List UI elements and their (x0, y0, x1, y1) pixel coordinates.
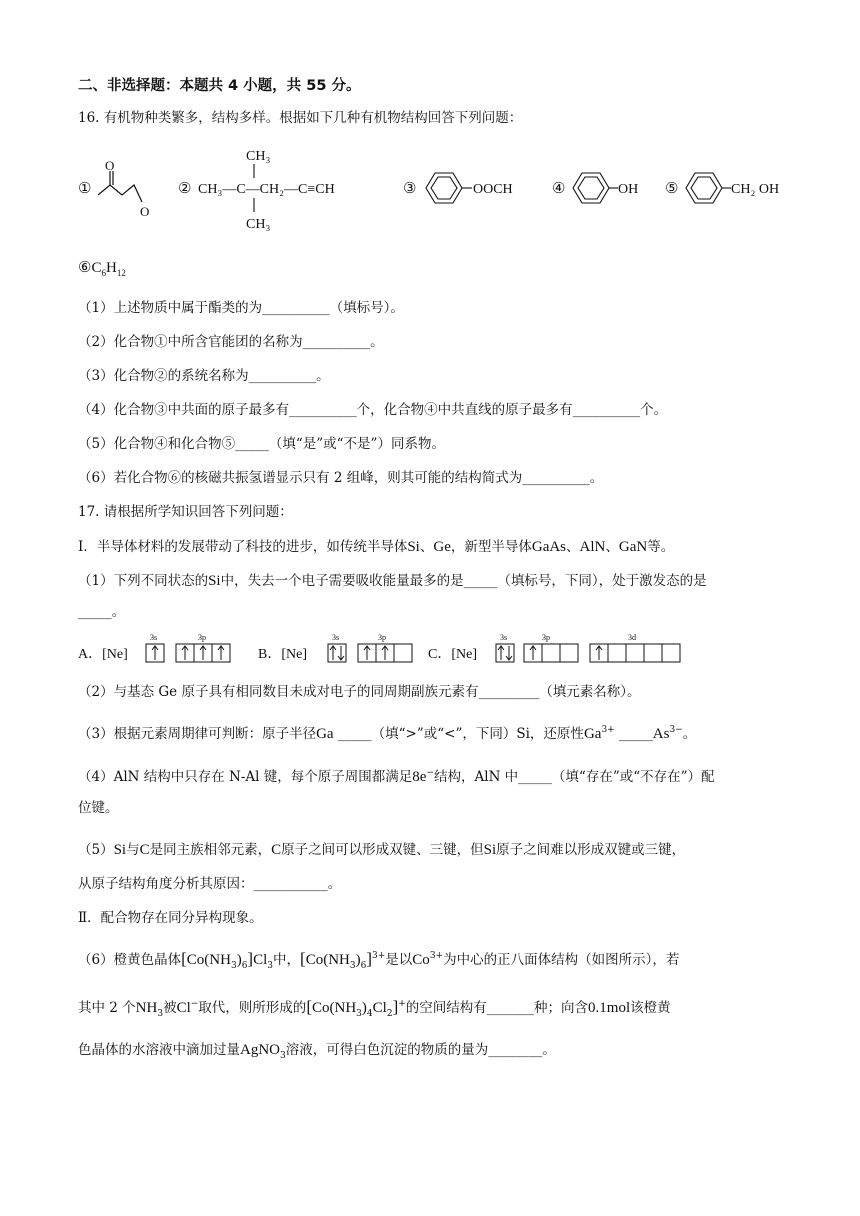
charge: 3+ (372, 951, 386, 961)
six-sub: 6 (360, 961, 367, 971)
paren: ( (323, 952, 329, 968)
paren: ) (236, 952, 242, 968)
sep: 、 (605, 539, 619, 555)
paren: ( (204, 952, 210, 968)
si: Si (208, 573, 221, 589)
structure-1 (98, 171, 142, 202)
formula-h: H (105, 260, 117, 276)
orbital-svg (78, 632, 798, 672)
bracket: [ (181, 949, 187, 968)
nh3-sub: 3 (230, 961, 237, 971)
four-sub: 4 (366, 1009, 373, 1019)
label-2: ② (178, 181, 192, 197)
nh3-sub: 3 (157, 1009, 164, 1019)
text: 等。 (647, 539, 675, 555)
ga-charge: 3+ (601, 725, 615, 735)
label-4: ④ (552, 181, 566, 197)
q17-sub5-cont: 从原子结构角度分析其原因：___________。 (78, 876, 342, 892)
s5-group: CH₂ OH (731, 182, 780, 197)
oxygen-1: O (105, 158, 115, 173)
question-16-stem: 16. 有机物种类繁多，结构多样。根据如下几种有机物结构回答下列问题： (78, 110, 523, 126)
bracket: ] (366, 949, 373, 968)
nh3: NH (334, 1000, 357, 1016)
s2-main-chain: CH₃—C—CH₂—C≡CH (198, 182, 335, 197)
c: C (271, 842, 282, 858)
co: Co (305, 952, 324, 968)
a-3p: 3p (198, 633, 206, 642)
ga: Ga (316, 726, 334, 742)
ge: Ge (433, 539, 451, 555)
s2-ch3-bottom: CH₃ (246, 217, 271, 232)
label-5: ⑤ (665, 181, 679, 197)
q17-sub2: （2）与基态 Ge 原子具有相同数目未成对电子的同周期副族元素有_________（填元素名称）。 (78, 684, 641, 700)
q17-part2: Ⅱ．配合物存在同分异构现象。 (78, 910, 263, 926)
option-b-label: B．[Ne] (258, 647, 307, 662)
benzene-5 (686, 173, 731, 203)
co-charge: 3+ (429, 951, 444, 961)
cl-ion: Cl (176, 1000, 191, 1016)
q16-sub4: （4）化合物③中共面的原子最多有__________个，化合物④中共直线的原子最多有__________个。 (78, 402, 668, 418)
text: 被 (163, 1000, 177, 1016)
paren: ( (329, 1000, 335, 1016)
text: 为中心的正八面体结构（如图所示），若 (443, 952, 680, 968)
nh3-sub: 3 (349, 961, 356, 971)
text: _____（填“>”或“<”，下同）Si，还原性 (333, 726, 584, 742)
text: （4）AlN 结构中只存在 N-Al 键，每个原子周围都满足 (78, 769, 413, 785)
orbital-options (78, 632, 798, 672)
q17-sub6-line2 (78, 994, 671, 1024)
text: 与 (126, 842, 140, 858)
gan: GaN (618, 539, 648, 555)
q17-sub4-cont: 位键。 (78, 800, 119, 816)
agno3-sub: 3 (280, 1051, 286, 1061)
agno3: AgNO (240, 1042, 280, 1058)
cl2: Cl (372, 1000, 387, 1016)
nh3: NH (328, 952, 350, 968)
text: 是同主族相邻元素， (149, 842, 272, 858)
s2-ch3-top: CH₃ (246, 149, 271, 164)
bracket: [ (300, 949, 306, 968)
c: C (139, 842, 150, 858)
bracket: ] (392, 997, 399, 1016)
si: Si (407, 539, 420, 555)
text: （5） (78, 842, 114, 858)
amount: 0.1mol (588, 1000, 631, 1016)
sep: 、 (566, 539, 580, 555)
q16-sub2: （2）化合物①中所含官能团的名称为__________。 (78, 334, 384, 350)
option-b-boxes (328, 644, 412, 662)
q16-sub5: （5）化合物④和化合物⑤_____（填“是”或“不是”）同系物。 (78, 436, 445, 452)
ga-ion: Ga (583, 726, 602, 742)
gaas: GaAs (531, 539, 567, 555)
s3-group: OOCH (473, 182, 513, 197)
section-title: 二、非选择题：本题共 4 小题，共 55 分。 (78, 78, 361, 94)
q17-sub6-line3 (78, 1040, 556, 1066)
q17-sub4 (78, 763, 715, 787)
co: Co (186, 952, 205, 968)
co: Co (311, 1000, 330, 1016)
nh3: NH (135, 1000, 158, 1016)
q17-sub1 (78, 571, 707, 591)
q17-sub5 (78, 840, 685, 860)
formula-c-sub: 6 (101, 268, 106, 278)
benzene-4 (573, 173, 618, 203)
six-sub: 6 (241, 961, 248, 971)
a-3s: 3s (150, 633, 158, 642)
bracket: [ (306, 997, 312, 1016)
s4-group: OH (618, 182, 639, 197)
benzene-3 (426, 173, 472, 203)
text: 色晶体的水溶液中滴加过量 (78, 1042, 240, 1058)
charge: + (398, 999, 406, 1009)
c-3s: 3s (500, 633, 508, 642)
b-3p: 3p (378, 633, 386, 642)
label-1: ① (78, 181, 92, 197)
text: ，新型半导体 (450, 539, 532, 555)
text: 的空间结构有_______种；向含 (405, 1000, 589, 1016)
text: 其中 2 个 (78, 1000, 136, 1016)
nh3: NH (209, 952, 231, 968)
text: （6）橙黄色晶体 (78, 952, 182, 968)
c-3p: 3p (542, 633, 550, 642)
q17-sub3 (78, 720, 696, 744)
text: （1）下列不同状态的 (78, 573, 209, 589)
question-17-stem: 17. 请根据所学知识回答下列问题： (78, 504, 293, 520)
label-3: ③ (403, 181, 417, 197)
q17-sub1-cont: _____。 (78, 604, 126, 620)
text: 溶液，可得白色沉淀的物质的量为________。 (285, 1042, 556, 1058)
structures-row (78, 140, 798, 240)
text: 结构，AlN 中_____（填“存在”或“不存在”）配 (434, 769, 715, 785)
co-ion: Co (412, 952, 430, 968)
as-charge: 3− (669, 725, 683, 735)
structures-svg (78, 140, 798, 240)
si: Si (113, 842, 127, 858)
text: 原子之间可以形成双键、三键，但 (281, 842, 484, 858)
text: 该橙黄 (630, 1000, 671, 1016)
formula-c: C (91, 260, 102, 276)
q16-sub6: （6）若化合物⑥的核磁共振氢谱显示只有 2 组峰，则其可能的结构简式为__________。 (78, 470, 604, 486)
b-3s: 3s (332, 633, 340, 642)
cl3-sub: 3 (267, 961, 274, 971)
aln: AlN (579, 539, 606, 555)
text: _____ (614, 726, 653, 742)
paren: ) (361, 1000, 367, 1016)
text: 中，失去一个电子需要吸收能量最多的是_____（填标号，下同），处于激发态的是 (220, 573, 707, 589)
text: 原子之间难以形成双键或三键， (496, 842, 686, 858)
q17-part1 (78, 537, 674, 557)
text: 。 (682, 726, 697, 742)
q16-sub3: （3）化合物②的系统名称为__________。 (78, 368, 330, 384)
text: Ⅰ．半导体材料的发展带动了科技的进步，如传统半导体 (78, 539, 408, 555)
formula-h-sub: 12 (116, 268, 126, 278)
cl2-sub: 2 (386, 1009, 393, 1019)
as-ion: As (652, 726, 670, 742)
text: 中， (273, 952, 301, 968)
text: 取代，则所形成的 (198, 1000, 307, 1016)
cl3: Cl (253, 952, 268, 968)
c-3d: 3d (628, 633, 636, 642)
nh3-sub: 3 (356, 1009, 362, 1019)
cl-charge: − (190, 999, 199, 1009)
compound-6 (78, 258, 126, 283)
8e-sup: − (426, 768, 435, 778)
option-c-label: C．[Ne] (428, 647, 477, 662)
text: （3）根据元素周期律可判断：原子半径 (78, 726, 317, 742)
8e: 8e (412, 769, 427, 785)
oxygen-2: O (140, 204, 150, 219)
label-6: ⑥ (78, 260, 92, 276)
option-c-boxes (496, 644, 680, 662)
text: 是以 (385, 952, 413, 968)
option-a-label: A．[Ne] (78, 647, 128, 662)
q17-sub6-line1 (78, 946, 679, 976)
sep: 、 (419, 539, 434, 555)
option-a-boxes (146, 644, 230, 662)
q16-sub1: （1）上述物质中属于酯类的为__________（填标号）。 (78, 300, 404, 316)
bracket: ] (247, 949, 254, 968)
si: Si (483, 842, 497, 858)
paren: ) (355, 952, 361, 968)
